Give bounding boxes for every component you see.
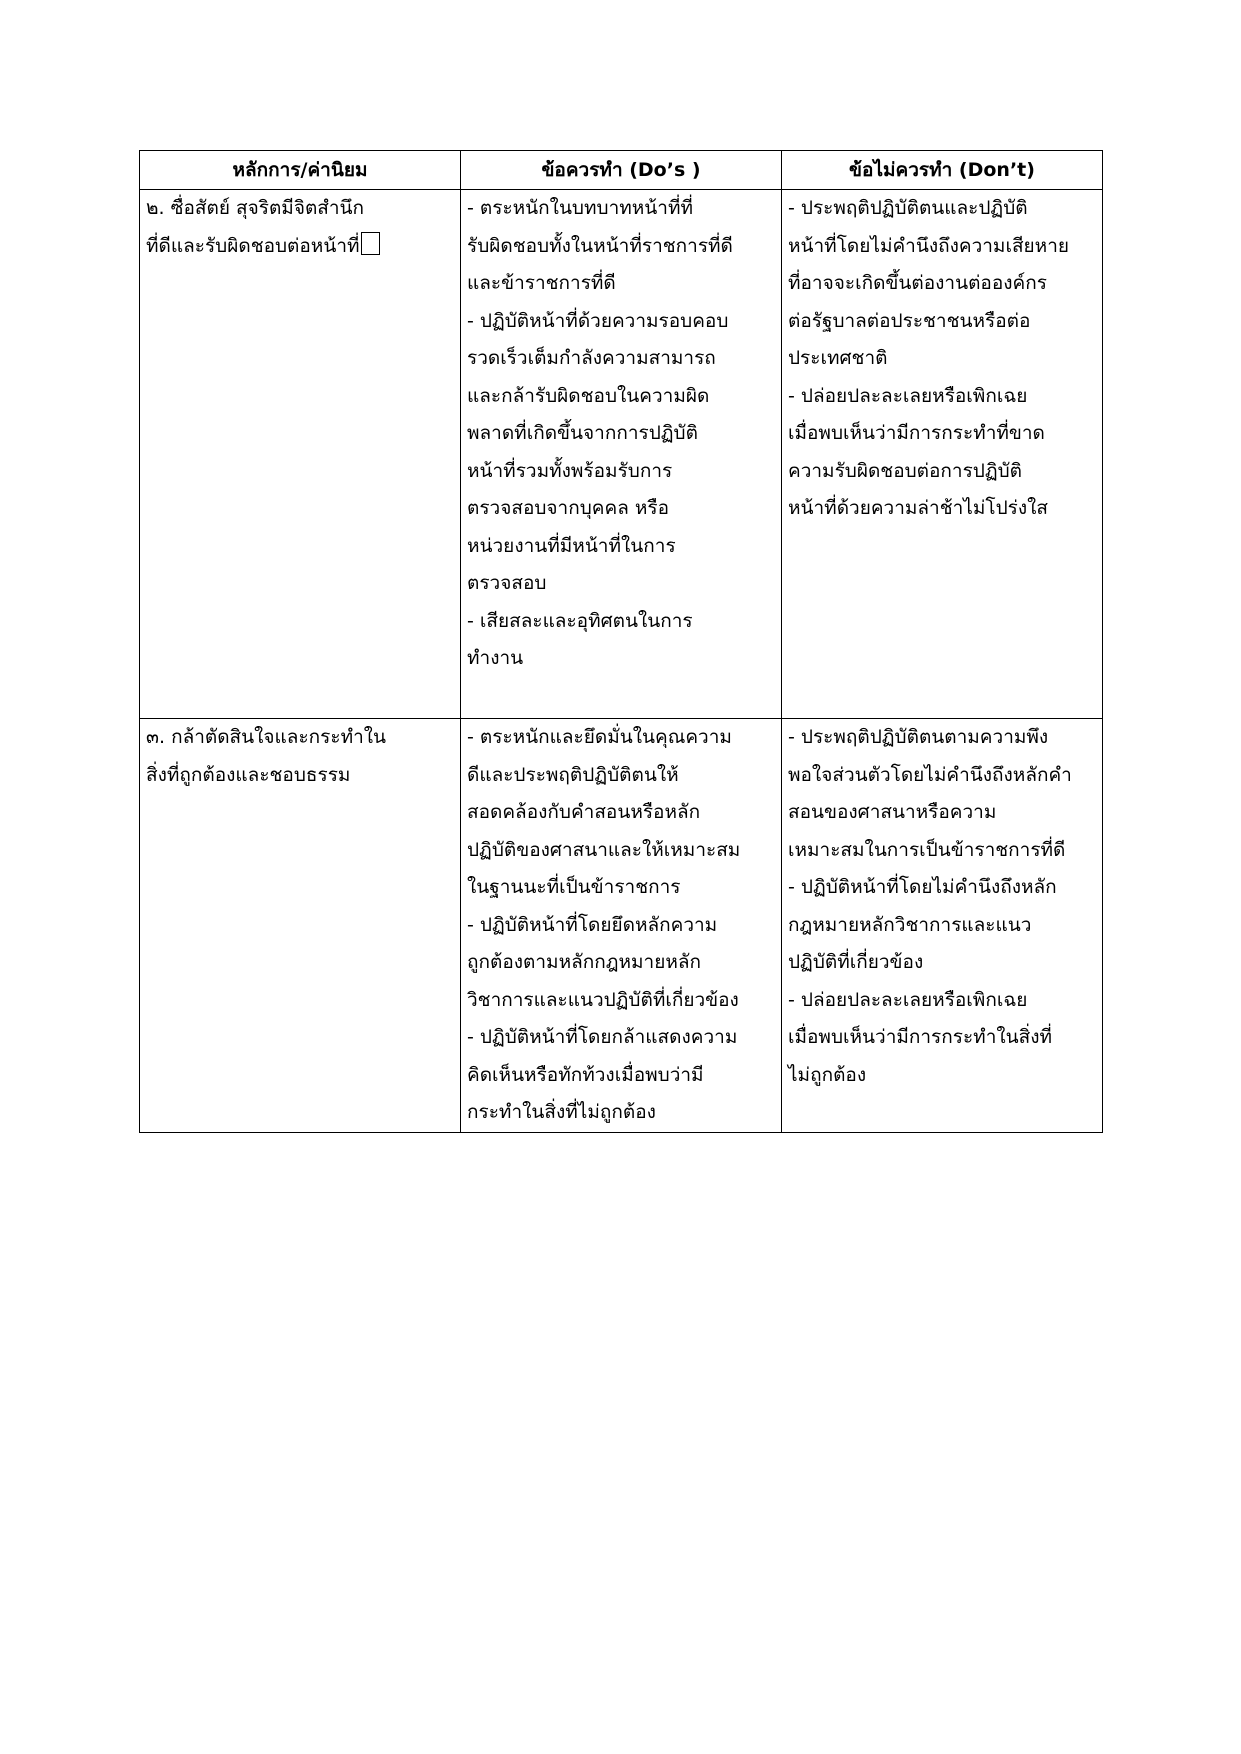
principle-line: ๒. ซื่อสัตย์ สุจริตมีจิตสำนึก	[146, 197, 365, 219]
dos-line: - ปฏิบัติหน้าที่ด้วยความรอบคอบ	[467, 309, 729, 332]
principle-line	[146, 228, 454, 266]
donts-line: กฎหมายหลักวิชาการและแนว	[788, 913, 1032, 936]
dos-line: และข้าราชการที่ดี	[467, 272, 616, 294]
dos-line: ปฏิบัติของศาสนาและให้เหมาะสม	[467, 838, 741, 861]
dos-line: คิดเห็นหรือทักท้วงเมื่อพบว่ามี	[467, 1063, 704, 1086]
dos-line: ถูกต้องตามหลักกฎหมายหลัก	[467, 951, 702, 973]
dos-line: ตรวจสอบจากบุคคล หรือ	[467, 497, 670, 519]
dos-line: หน่วยงานที่มีหน้าที่ในการ	[467, 534, 676, 557]
dos-line: หน้าที่รวมทั้งพร้อมรับการ	[467, 459, 673, 482]
donts-line: ไม่ถูกต้อง	[788, 1063, 867, 1086]
donts-line: - ประพฤติปฏิบัติตนและปฏิบัติ	[788, 197, 1028, 219]
donts-cell	[782, 190, 1103, 719]
principle-cell	[140, 190, 461, 719]
dos-line: ทำงาน	[467, 647, 524, 669]
donts-cell	[782, 719, 1103, 1133]
dos-line: รับผิดชอบทั้งในหน้าที่ราชการที่ดี	[467, 234, 733, 257]
dos-line: - ปฏิบัติหน้าที่โดยยึดหลักความ	[467, 913, 718, 936]
principle-line: ๓. กล้าตัดสินใจและกระทำใน	[146, 726, 387, 748]
donts-line: ต่อรัฐบาลต่อประชาชนหรือต่อ	[788, 309, 1031, 332]
table-row	[140, 719, 1103, 1133]
donts-line: เมื่อพบเห็นว่ามีการกระทำในสิ่งที่	[788, 1026, 1053, 1048]
donts-line: เหมาะสมในการเป็นข้าราชการที่ดี	[788, 838, 1066, 861]
principle-cell	[140, 719, 461, 1133]
principle-line-text: ที่ดีและรับผิดชอบต่อหน้าที่	[146, 234, 360, 257]
dos-line: - ตระหนักในบทบาทหน้าที่ที่	[467, 197, 693, 219]
dos-line: - เสียสละและอุทิศตนในการ	[467, 609, 693, 632]
dos-line: และกล้ารับผิดชอบในความผิด	[467, 384, 710, 407]
dos-line: - ปฏิบัติหน้าที่โดยกล้าแสดงความ	[467, 1026, 738, 1048]
dos-line: กระทำในสิ่งที่ไม่ถูกต้อง	[467, 1101, 656, 1123]
donts-line: พอใจส่วนตัวโดยไม่คำนึงถึงหลักคำ	[788, 763, 1072, 786]
donts-line: สอนของศาสนาหรือความ	[788, 801, 997, 823]
dos-line: - ตระหนักและยึดมั่นในคุณความ	[467, 726, 732, 748]
table-header-row	[140, 151, 1103, 190]
dos-line: พลาดที่เกิดขึ้นจากการปฏิบัติ	[467, 422, 698, 444]
dos-line: รวดเร็วเต็มกำลังความสามารถ	[467, 347, 716, 369]
principle-line: สิ่งที่ถูกต้องและชอบธรรม	[146, 763, 351, 786]
donts-line: หน้าที่ด้วยความล่าช้าไม่โปร่งใส	[788, 497, 1048, 519]
header-dos: ข้อควรทำ (Do’s )	[461, 151, 782, 190]
empty-box-icon	[361, 232, 380, 255]
header-donts: ข้อไม่ควรทำ (Don’t)	[782, 151, 1103, 190]
donts-line: หน้าที่โดยไม่คำนึงถึงความเสียหาย	[788, 234, 1070, 257]
dos-line: สอดคล้องกับคำสอนหรือหลัก	[467, 801, 701, 823]
donts-line: ความรับผิดชอบต่อการปฏิบัติ	[788, 459, 1023, 482]
table-row	[140, 190, 1103, 719]
donts-line: ประเทศชาติ	[788, 347, 888, 369]
dos-cell	[461, 719, 782, 1133]
donts-line: - ประพฤติปฏิบัติตนตามความพึง	[788, 726, 1049, 748]
header-principle: หลักการ/ค่านิยม	[140, 151, 461, 190]
dos-cell	[461, 190, 782, 719]
donts-line: เมื่อพบเห็นว่ามีการกระทำที่ขาด	[788, 422, 1045, 444]
dos-line: ตรวจสอบ	[467, 572, 547, 594]
donts-line: ที่อาจจะเกิดขึ้นต่องานต่อองค์กร	[788, 272, 1047, 294]
donts-line: ปฏิบัติที่เกี่ยวข้อง	[788, 951, 924, 973]
dos-line: ในฐานนะที่เป็นข้าราชการ	[467, 876, 681, 898]
values-dos-donts-table	[139, 150, 1103, 1133]
donts-line: - ปล่อยปละละเลยหรือเพิกเฉย	[788, 384, 1028, 407]
donts-line: - ปล่อยปละละเลยหรือเพิกเฉย	[788, 988, 1028, 1011]
dos-line: ดีและประพฤติปฏิบัติตนให้	[467, 763, 679, 786]
donts-line: - ปฏิบัติหน้าที่โดยไม่คำนึงถึงหลัก	[788, 876, 1057, 898]
dos-line: วิชาการและแนวปฏิบัติที่เกี่ยวข้อง	[467, 988, 739, 1011]
